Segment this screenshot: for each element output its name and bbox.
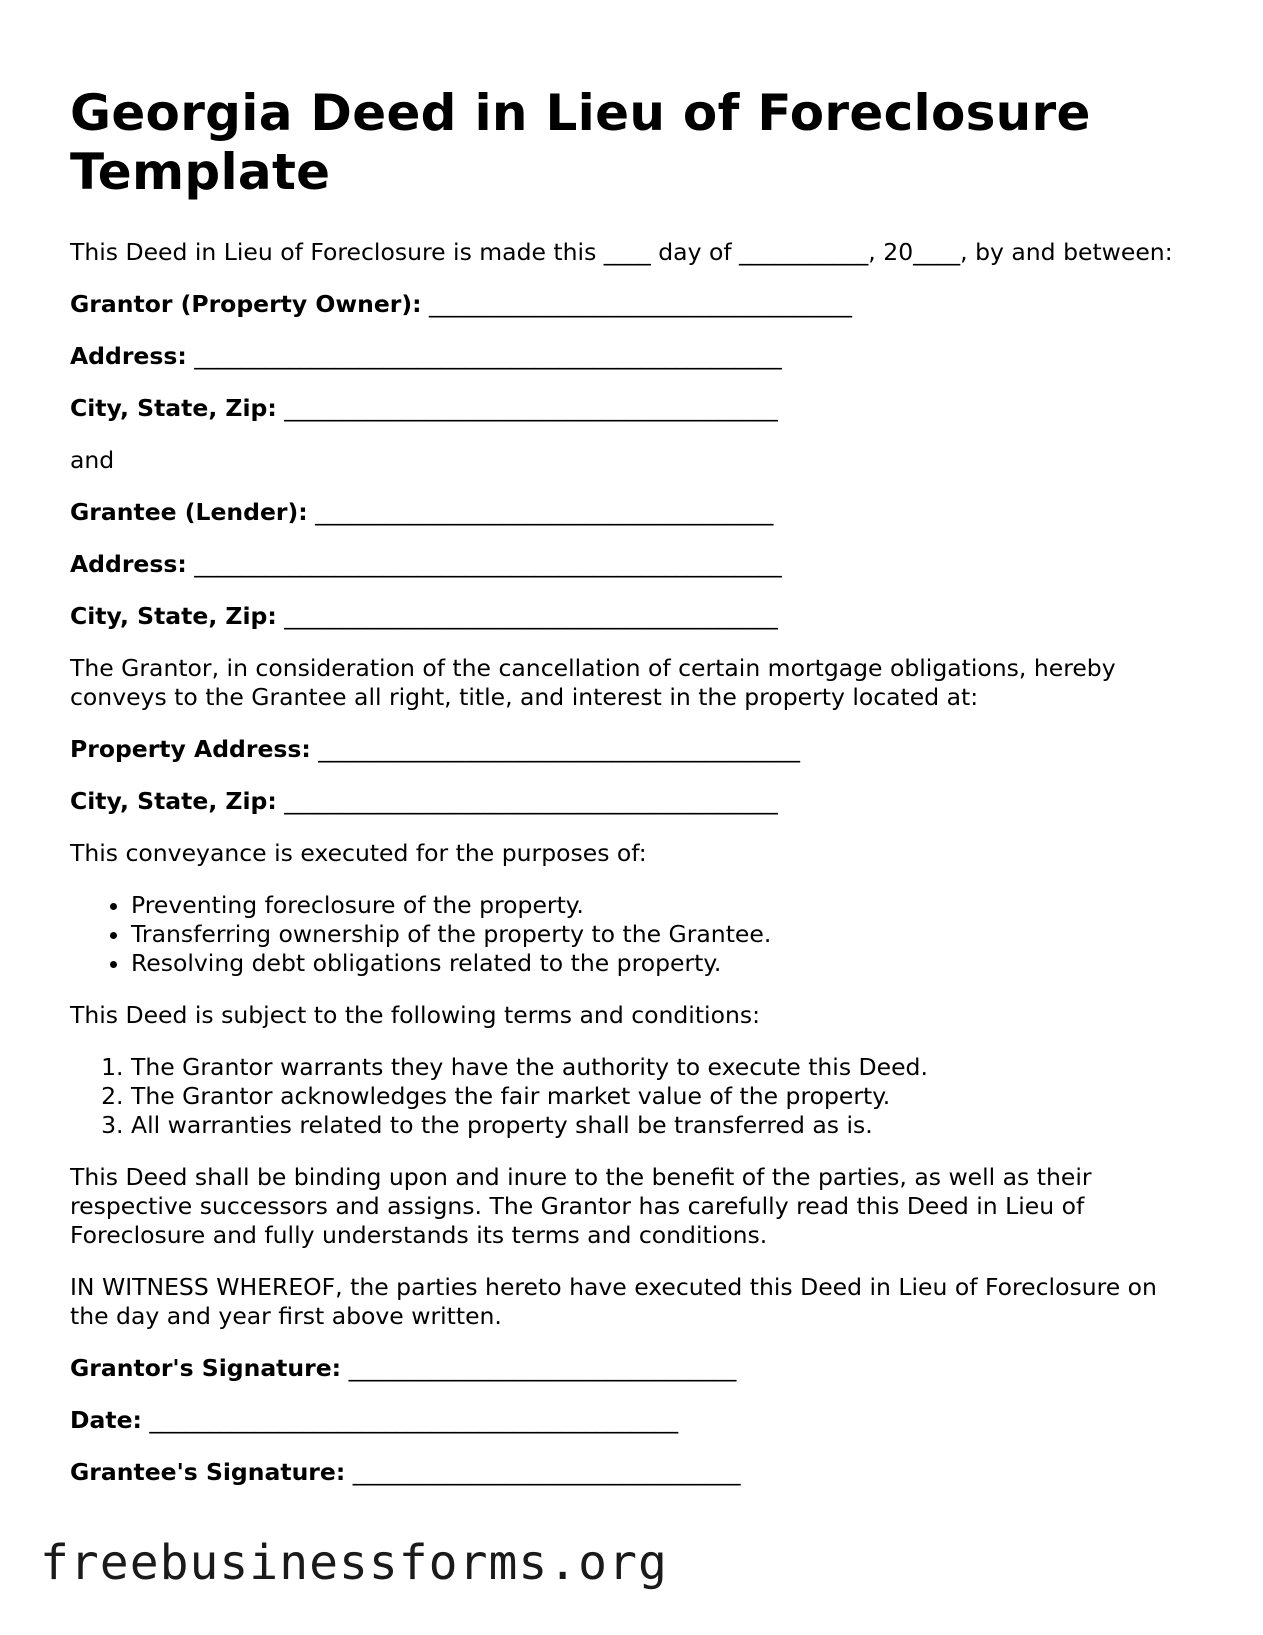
grantor-name-label: Grantor (Property Owner): [70,290,422,318]
document-page [70,84,1190,1487]
list-item: 2. The Grantor acknowledges the fair market value of the property. [131,1082,1190,1111]
grantor-address-label: Address: [70,342,187,370]
purposes-list [70,891,1190,978]
grantee-signature-field [70,1458,1190,1487]
date-blank[interactable]: _____________________________________________ [149,1406,679,1434]
document-title: Georgia Deed in Lieu of Foreclosure Template [70,84,1091,201]
grantee-name-label: Grantee (Lender): [70,498,308,526]
grantee-signature-blank[interactable]: _________________________________ [352,1458,741,1486]
list-item: 3. All warranties related to the property shall be transferred as is. [131,1111,1190,1140]
grantee-address-field [70,550,1190,579]
witness-paragraph: IN WITNESS WHEREOF, the parties hereto have executed this Deed in Lieu of Foreclosure on the day and year first above written. [70,1273,1157,1330]
date-label: Date: [70,1406,142,1434]
property-city-field [70,787,1190,816]
grantor-address-field [70,342,1190,371]
grantor-name-blank[interactable]: ____________________________________ [428,290,852,318]
intro-paragraph: This Deed in Lieu of Foreclosure is made this ____ day of ___________, 20____, by and between: [70,238,1173,266]
grantor-address-blank[interactable]: __________________________________________________ [194,342,782,370]
date-field [70,1406,1190,1435]
grantee-signature-label: Grantee's Signature: [70,1458,346,1486]
grantee-address-label: Address: [70,550,187,578]
grantor-city-label: City, State, Zip: [70,394,277,422]
list-item: • Resolving debt obligations related to the property. [131,949,1190,978]
and-text: and [70,446,115,474]
conveyance-paragraph: The Grantor, in consideration of the cancellation of certain mortgage obligations, hereby conveys to the Grantee all right, title, and interest in the property located at: [70,654,1116,711]
watermark-text: freebusinessforms.org [40,1535,668,1591]
grantee-address-blank[interactable]: __________________________________________________ [194,550,782,578]
grantor-signature-label: Grantor's Signature: [70,1354,342,1382]
property-city-label: City, State, Zip: [70,787,277,815]
grantee-city-label: City, State, Zip: [70,602,277,630]
terms-intro: This Deed is subject to the following terms and conditions: [70,1001,761,1029]
property-address-field [70,735,1190,764]
property-address-blank[interactable]: _________________________________________ [318,735,801,763]
grantor-city-blank[interactable]: __________________________________________ [284,394,778,422]
grantor-name-field [70,290,1190,319]
list-item: 1. The Grantor warrants they have the authority to execute this Deed. [131,1053,1190,1082]
purposes-intro: This conveyance is executed for the purposes of: [70,839,647,867]
list-item: • Transferring ownership of the property to the Grantee. [131,920,1190,949]
grantor-signature-field [70,1354,1190,1383]
list-item: • Preventing foreclosure of the property. [131,891,1190,920]
binding-paragraph: This Deed shall be binding upon and inure to the benefit of the parties, as well as their respective successors and assigns. The Grantor has carefully read this Deed in Lieu of Foreclosure and fully understands its terms and conditions. [70,1163,1092,1249]
grantor-signature-blank[interactable]: _________________________________ [348,1354,737,1382]
grantor-city-field [70,394,1190,423]
property-city-blank[interactable]: __________________________________________ [284,787,778,815]
grantee-city-blank[interactable]: __________________________________________ [284,602,778,630]
grantee-name-field [70,498,1190,527]
grantee-name-blank[interactable]: _______________________________________ [315,498,774,526]
property-address-label: Property Address: [70,735,311,763]
grantee-city-field [70,602,1190,631]
terms-list [70,1053,1190,1140]
